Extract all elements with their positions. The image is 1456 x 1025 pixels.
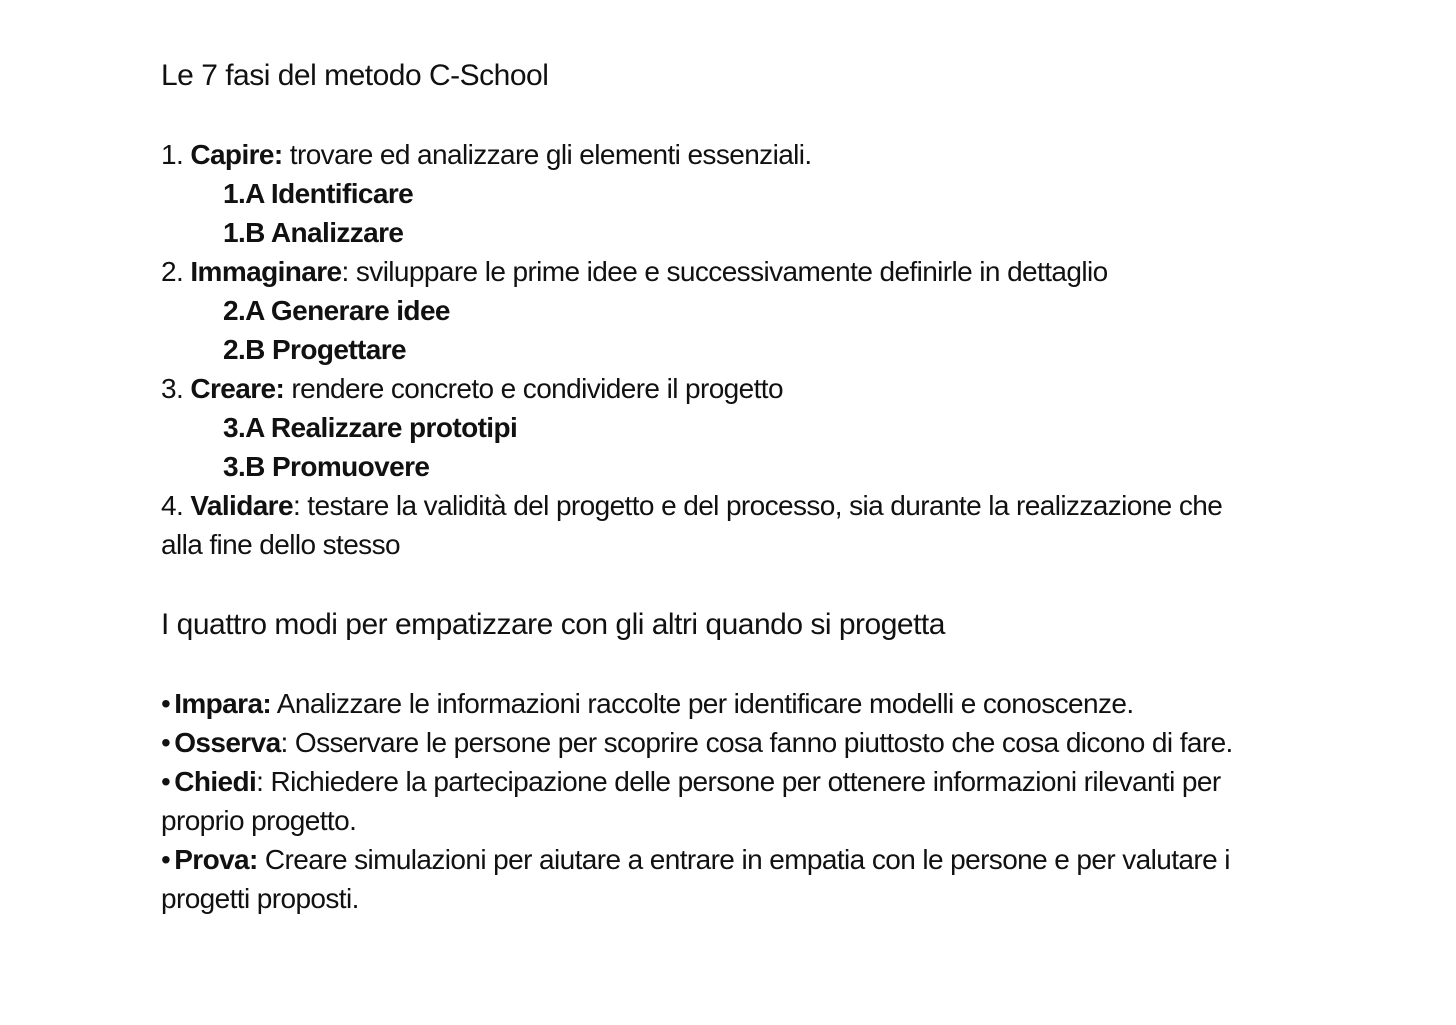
substep-2a: 2.A Generare idee — [223, 295, 450, 326]
step-number: 1. — [161, 139, 184, 170]
bullet-item-chiedi — [161, 762, 1221, 801]
bullet-term: Prova: — [174, 844, 258, 875]
step-number: 4. — [161, 490, 184, 521]
substep-2b: 2.B Progettare — [223, 334, 406, 365]
bullet-text: Analizzare le informazioni raccolte per identificare modelli e conoscenze. — [271, 688, 1134, 719]
step-text: rendere concreto e condividere il progetto — [284, 373, 783, 404]
substep-1a: 1.A Identificare — [223, 178, 414, 209]
bullet-item-impara — [161, 684, 1134, 723]
bullet-term: Impara: — [174, 688, 272, 719]
bullet-item-prova — [161, 840, 1230, 879]
bullet-icon: • — [161, 844, 171, 875]
step-text: : sviluppare le prime idee e successivamente definirle in dettaglio — [341, 256, 1108, 287]
step-term: Immaginare — [190, 256, 342, 287]
bullet-text: Creare simulazioni per aiutare a entrare in empatia con le persone e per valutare i — [257, 844, 1230, 875]
step-term: Creare: — [190, 373, 285, 404]
step-3 — [161, 369, 783, 408]
bullet-prova-continuation: progetti proposti. — [161, 883, 359, 914]
step-1 — [161, 135, 812, 174]
bullet-icon: • — [161, 688, 171, 719]
step-4 — [161, 486, 1222, 525]
bullet-icon: • — [161, 766, 171, 797]
bullet-chiedi-continuation: proprio progetto. — [161, 805, 357, 836]
bullet-term: Osserva — [174, 727, 281, 758]
substep-1b: 1.B Analizzare — [223, 217, 404, 248]
bullet-icon: • — [161, 727, 171, 758]
bullet-item-osserva — [161, 723, 1233, 762]
section1-title: Le 7 fasi del metodo C-School — [161, 59, 549, 92]
bullet-term: Chiedi — [174, 766, 257, 797]
step-number: 3. — [161, 373, 184, 404]
step-term: Validare — [190, 490, 293, 521]
step-term: Capire: — [190, 139, 283, 170]
section2-title: I quattro modi per empatizzare con gli altri quando si progetta — [161, 608, 945, 641]
bullet-text: : Osservare le persone per scoprire cosa fanno piuttosto che cosa dicono di fare. — [280, 727, 1233, 758]
step-number: 2. — [161, 256, 184, 287]
step-4-continuation: alla fine dello stesso — [161, 529, 400, 560]
step-text: : testare la validità del progetto e del processo, sia durante la realizzazione che — [292, 490, 1223, 521]
substep-3b: 3.B Promuovere — [223, 451, 430, 482]
step-text: trovare ed analizzare gli elementi essenziali. — [282, 139, 812, 170]
substep-3a: 3.A Realizzare prototipi — [223, 412, 518, 443]
bullet-text: : Richiedere la partecipazione delle persone per ottenere informazioni rilevanti per — [256, 766, 1221, 797]
step-2 — [161, 252, 1108, 291]
